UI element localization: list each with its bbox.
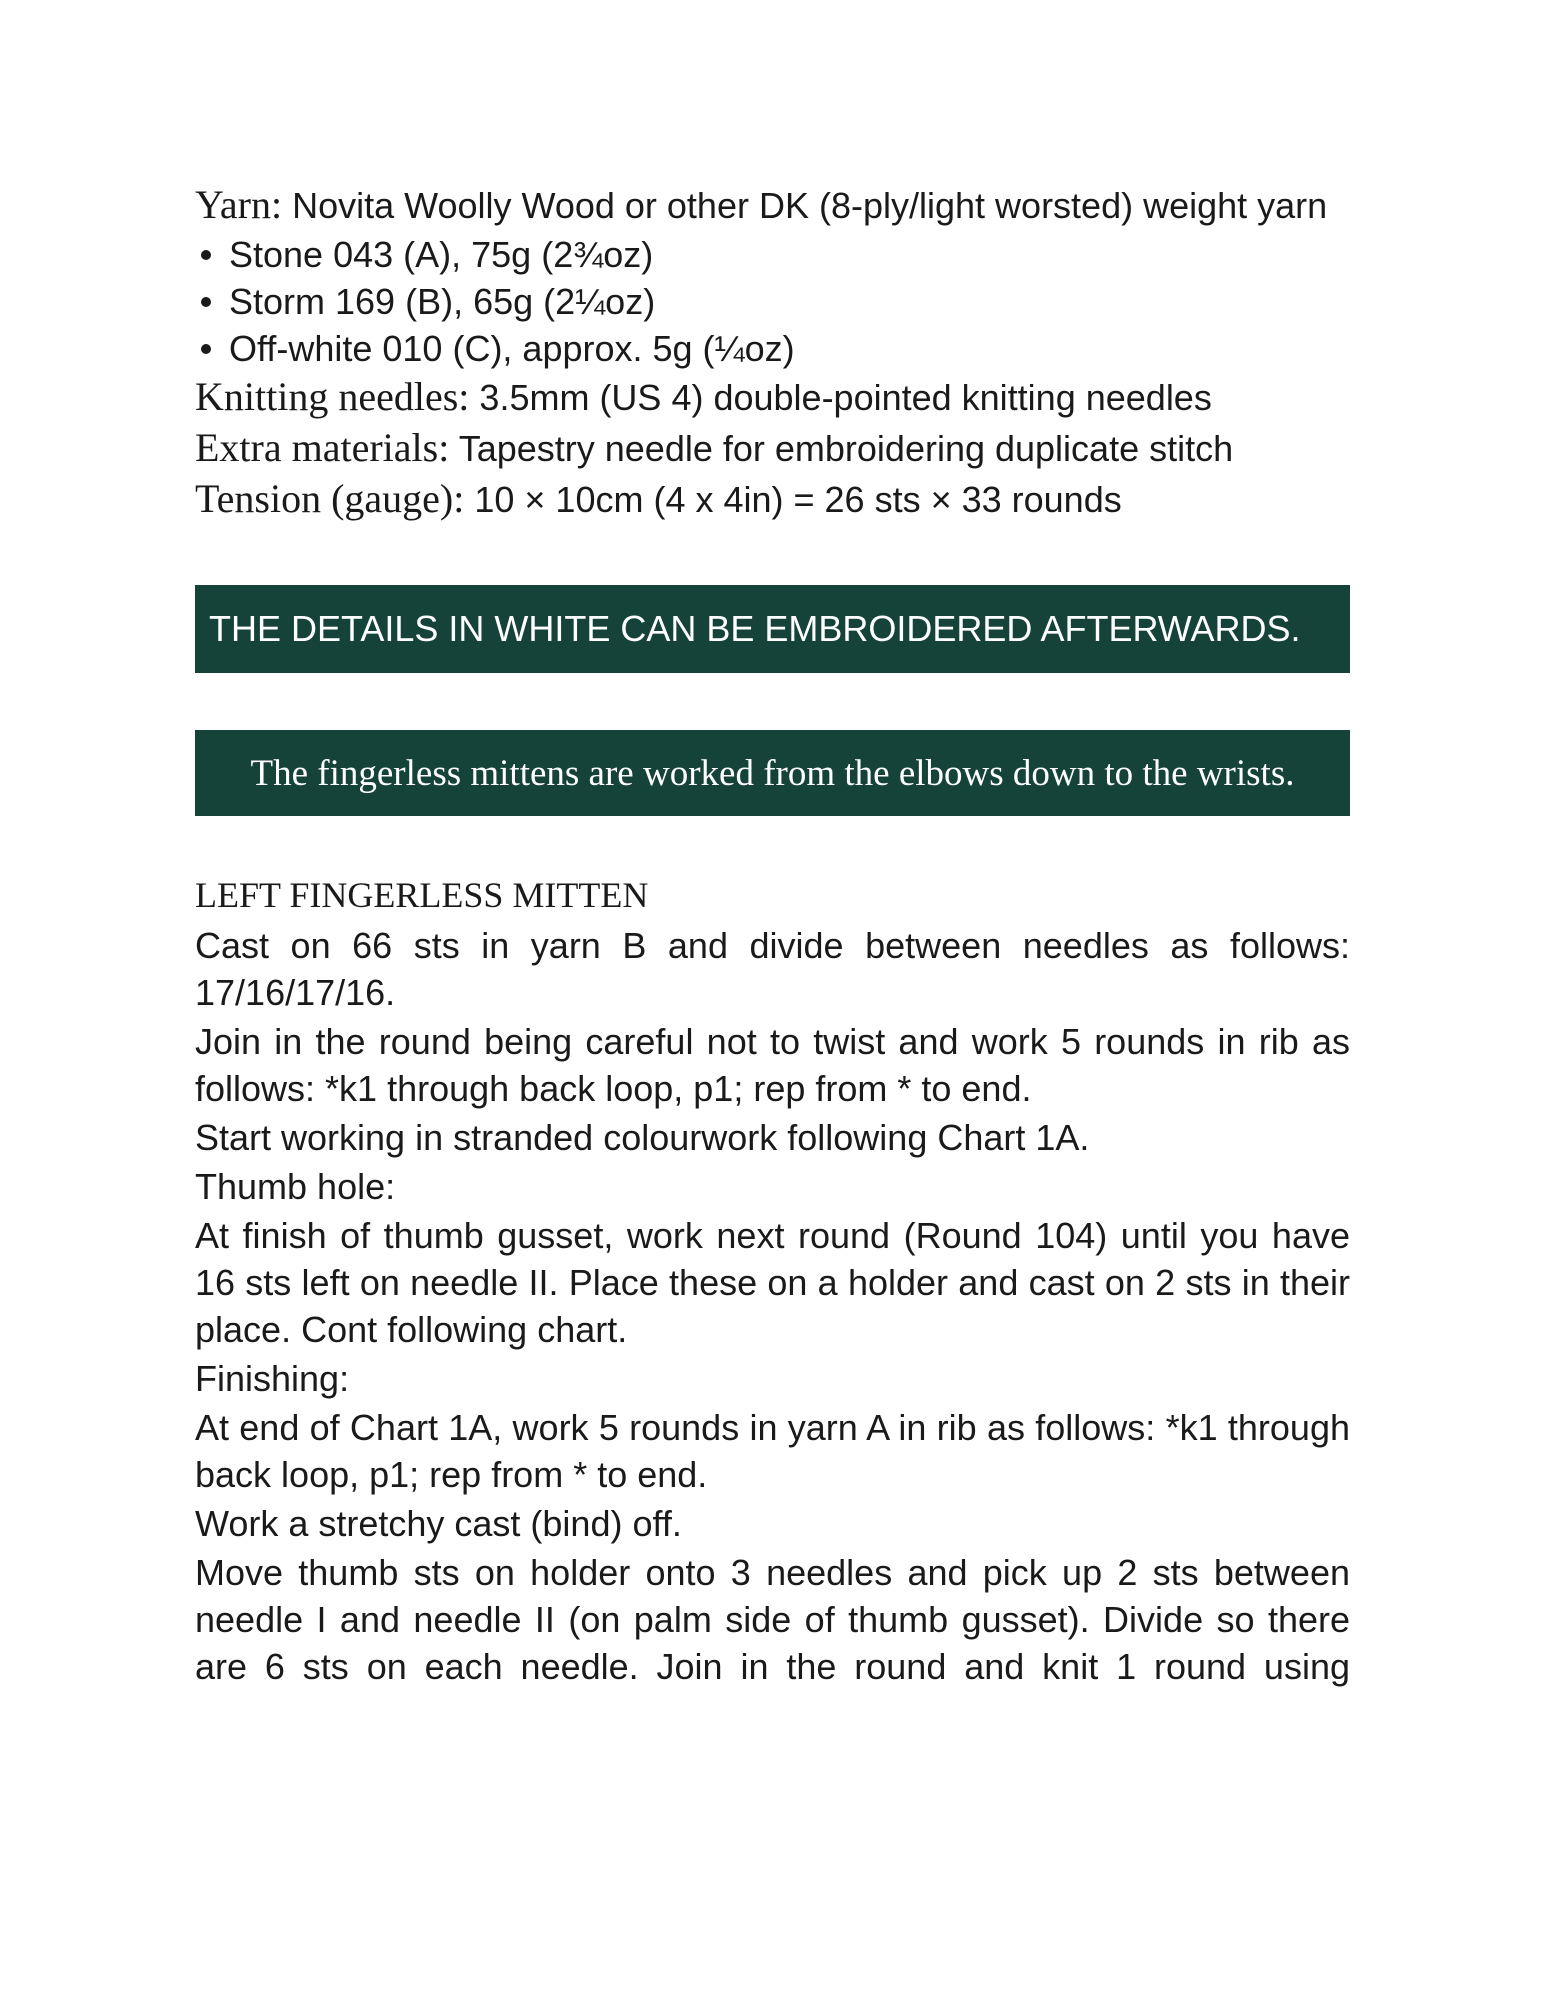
needles-spec bbox=[195, 372, 1350, 423]
direction-note-banner bbox=[195, 730, 1350, 816]
cast-off-instruction: Work a stretchy cast (bind) off. bbox=[195, 1503, 682, 1544]
yarn-colour-c: Off-white 010 (C), approx. 5g (¼oz) bbox=[229, 328, 795, 369]
embroider-note-banner bbox=[195, 585, 1350, 673]
list-item bbox=[195, 231, 1350, 278]
bullet-icon bbox=[201, 344, 211, 354]
thumb-stitches-instruction: Move thumb sts on holder onto 3 needles and pick up 2 sts between needle I and needle II (on palm side of thumb gusset). Divide so there are 6 sts on each needle. Join in the round and knit 1 round using bbox=[195, 1552, 1350, 1687]
extra-materials-label: Extra materials: bbox=[195, 425, 450, 470]
bullet-icon bbox=[201, 297, 211, 307]
embroider-note-text: THE DETAILS IN WHITE CAN BE EMBROIDERED AFTERWARDS. bbox=[209, 608, 1301, 649]
bullet-icon bbox=[201, 250, 211, 260]
yarn-colour-list bbox=[195, 231, 1350, 372]
colourwork-instruction: Start working in stranded colourwork following Chart 1A. bbox=[195, 1117, 1090, 1158]
tension-spec bbox=[195, 474, 1350, 525]
needles-label: Knitting needles: bbox=[195, 374, 470, 419]
tension-label: Tension (gauge): bbox=[195, 476, 465, 521]
list-item bbox=[195, 325, 1350, 372]
yarn-colour-a: Stone 043 (A), 75g (2¾oz) bbox=[229, 234, 654, 275]
join-instruction: Join in the round being careful not to twist and work 5 rounds in rib as follows: *k1 through back loop, p1; rep from * to end. bbox=[195, 1021, 1350, 1109]
pattern-page bbox=[195, 180, 1350, 1690]
finishing-rib-instruction: At end of Chart 1A, work 5 rounds in yarn A in rib as follows: *k1 through back loop, p1; rep from * to end. bbox=[195, 1407, 1350, 1495]
finishing-label: Finishing: bbox=[195, 1358, 350, 1399]
yarn-label: Yarn: bbox=[195, 182, 283, 227]
cast-on-instruction: Cast on 66 sts in yarn B and divide between needles as follows: 17/16/17/16. bbox=[195, 925, 1350, 1013]
yarn-spec bbox=[195, 180, 1350, 231]
thumb-hole-label: Thumb hole: bbox=[195, 1166, 396, 1207]
tension-value: 10 × 10cm (4 x 4in) = 26 sts × 33 rounds bbox=[474, 479, 1122, 520]
direction-note-text: The fingerless mittens are worked from the elbows down to the wrists. bbox=[250, 752, 1295, 794]
yarn-value: Novita Woolly Wood or other DK (8-ply/light worsted) weight yarn bbox=[292, 185, 1328, 226]
thumb-hole-instruction: At finish of thumb gusset, work next round (Round 104) until you have 16 sts left on needle II. Place these on a holder and cast on 2 sts in their place. Cont following chart. bbox=[195, 1215, 1350, 1350]
extra-materials-spec bbox=[195, 423, 1350, 474]
needles-value: 3.5mm (US 4) double-pointed knitting needles bbox=[479, 377, 1212, 418]
yarn-colour-b: Storm 169 (B), 65g (2¼oz) bbox=[229, 281, 656, 322]
list-item bbox=[195, 278, 1350, 325]
extra-materials-value: Tapestry needle for embroidering duplicate stitch bbox=[458, 428, 1234, 469]
section-heading: LEFT FINGERLESS MITTEN bbox=[195, 875, 649, 915]
